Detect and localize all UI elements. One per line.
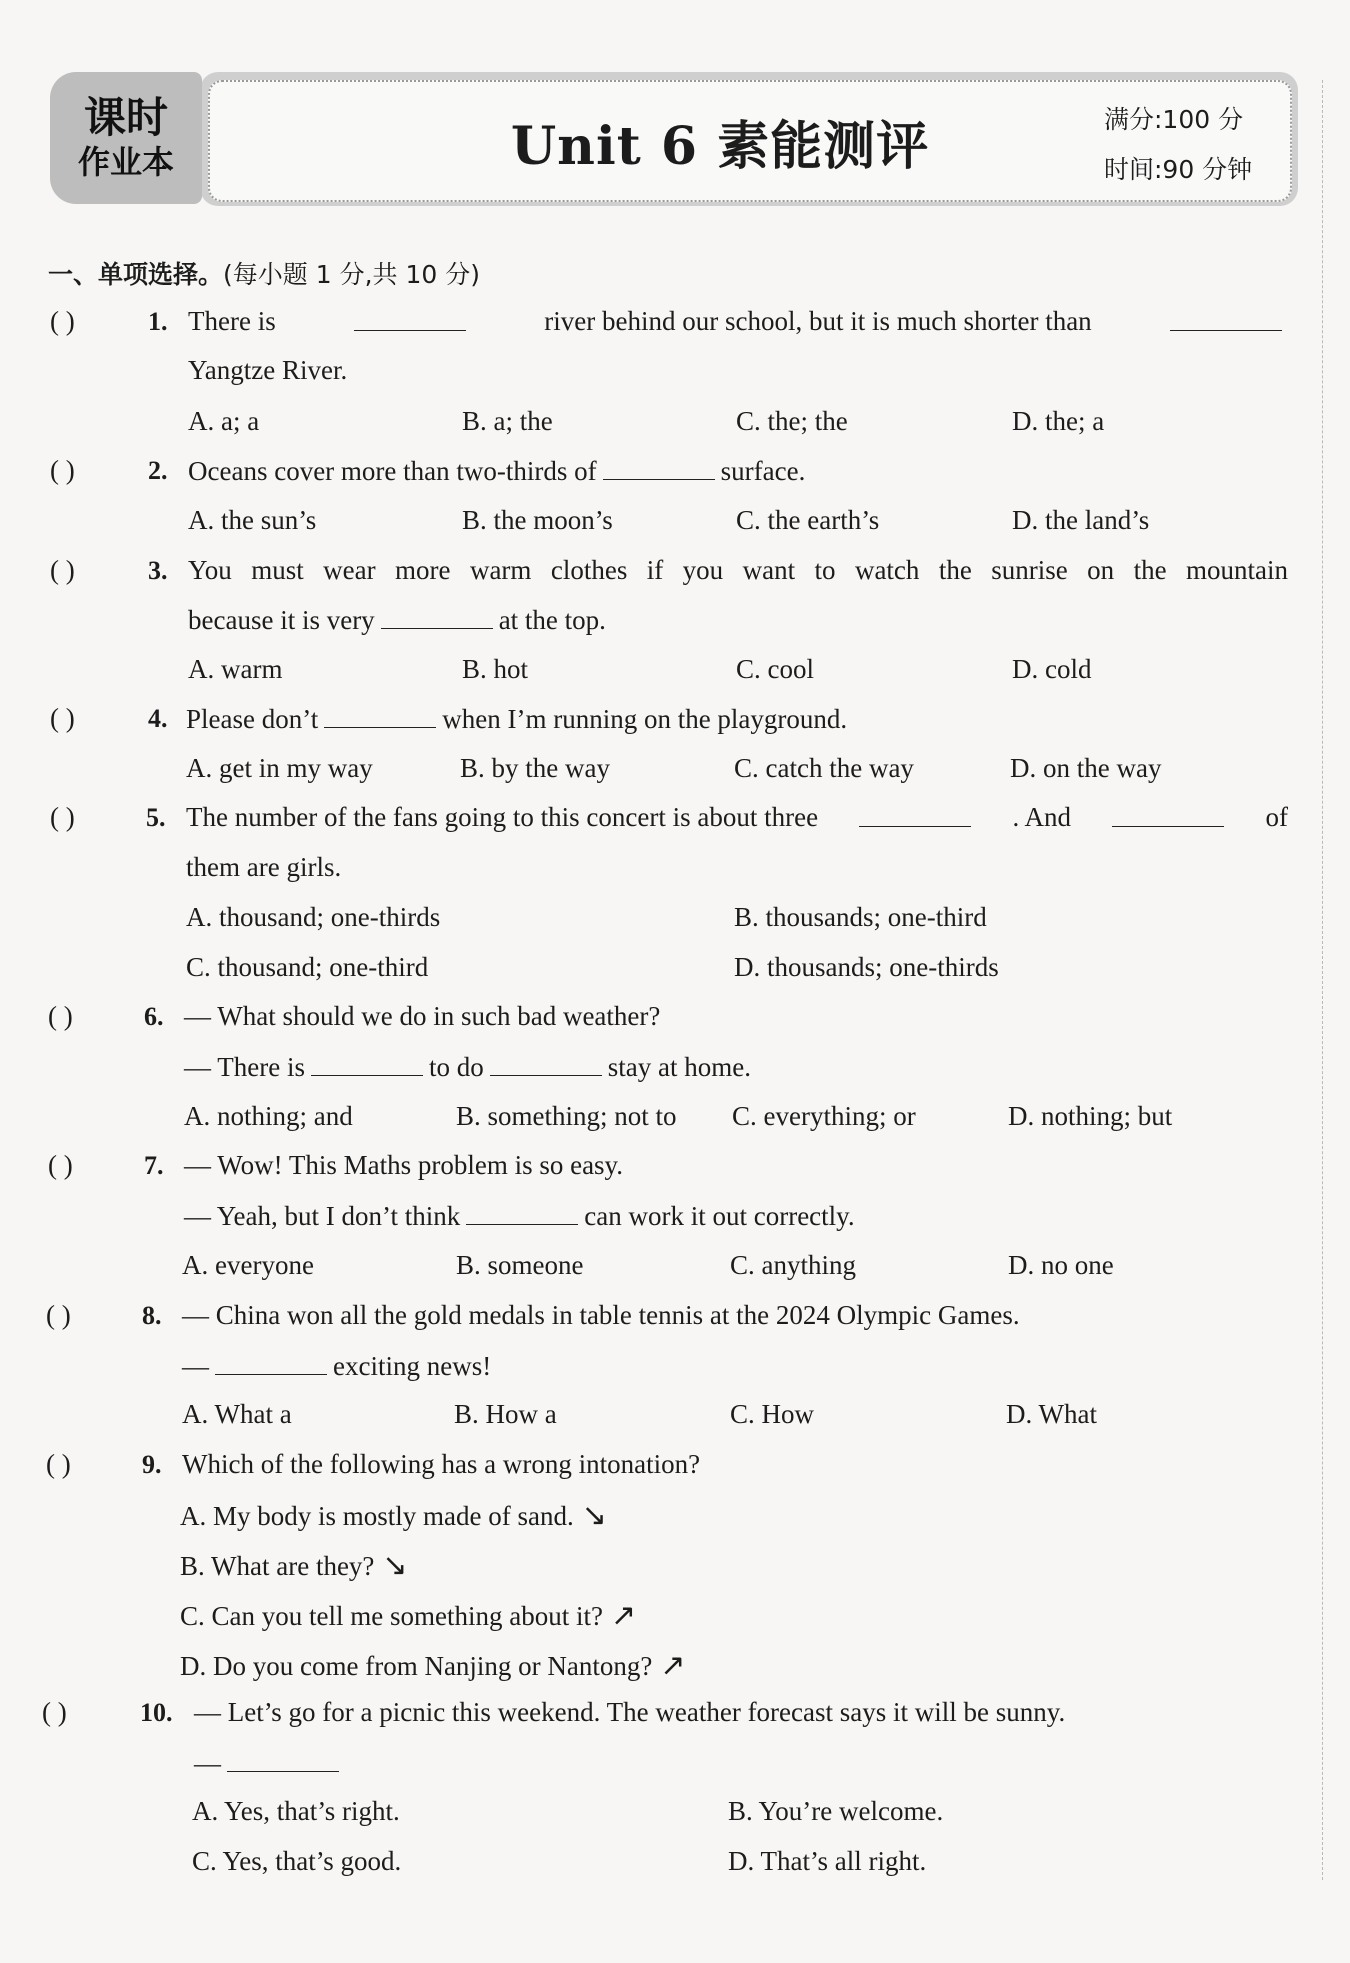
question-number: 5. [146, 803, 166, 832]
margin-rule [1322, 80, 1323, 1880]
option-a[interactable]: A. everyone [182, 1250, 314, 1280]
option-c[interactable]: C. thousand; one-third [186, 952, 429, 982]
question-number: 3. [148, 556, 168, 585]
option-b[interactable]: B. by the way [460, 753, 610, 783]
question-text: The number of the fans going to this concert is about three . And of [186, 802, 1288, 832]
answer-blank[interactable] [466, 1200, 578, 1225]
answer-bracket[interactable]: ( ) [46, 1449, 71, 1479]
falling-intonation-icon: ↘ [581, 1498, 607, 1533]
logo-line2: 作业本 [77, 143, 174, 181]
question-text-line2: — There is to do stay at home. [184, 1052, 751, 1082]
question-text-line2: them are girls. [186, 852, 342, 882]
rising-intonation-icon: ↗ [660, 1648, 686, 1683]
option-c[interactable]: C. catch the way [734, 753, 914, 783]
question-text: You must wear more warm clothes if you want to watch the sunrise on the mountain [188, 555, 1288, 585]
question-number: 10. [140, 1698, 173, 1727]
option-b[interactable]: B. something; not to [456, 1101, 677, 1131]
option-b[interactable]: B. hot [462, 654, 529, 684]
option-d[interactable]: D. cold [1012, 654, 1092, 684]
option-a[interactable]: A. nothing; and [184, 1101, 353, 1131]
answer-bracket[interactable]: ( ) [42, 1697, 67, 1727]
answer-blank[interactable] [227, 1747, 339, 1772]
answer-blank[interactable] [381, 604, 493, 629]
option-b[interactable]: B. someone [456, 1250, 584, 1280]
answer-blank[interactable] [603, 455, 715, 480]
option-a[interactable]: A. thousand; one-thirds [186, 902, 441, 932]
answer-bracket[interactable]: ( ) [50, 555, 75, 585]
option-d[interactable]: D. the land’s [1012, 505, 1150, 535]
question-text-line2: because it is very at the top. [188, 605, 606, 635]
answer-bracket[interactable]: ( ) [48, 1150, 73, 1180]
question-text-line2: — exciting news! [182, 1351, 492, 1381]
option-a[interactable]: A. get in my way [186, 753, 373, 783]
option-b[interactable]: B. thousands; one-third [734, 902, 987, 932]
answer-bracket[interactable]: ( ) [50, 703, 75, 733]
option-b[interactable]: B. the moon’s [462, 505, 613, 535]
option-c[interactable]: C. anything [730, 1250, 856, 1280]
option-a[interactable]: A. warm [188, 654, 283, 684]
answer-blank[interactable] [324, 703, 436, 728]
section-note: (每小题 1 分,共 10 分) [223, 260, 480, 289]
question-number: 1. [148, 307, 168, 336]
question-number: 9. [142, 1450, 162, 1479]
option-c[interactable]: C. Yes, that’s good. [192, 1846, 402, 1876]
option-d[interactable]: D. What [1006, 1399, 1097, 1429]
time-limit: 时间:90 分钟 [1104, 155, 1253, 184]
option-c[interactable]: C. the earth’s [736, 505, 880, 535]
answer-blank[interactable] [859, 802, 971, 827]
question-text-line2: Yangtze River. [188, 355, 348, 385]
question-number: 8. [142, 1301, 162, 1330]
answer-bracket[interactable]: ( ) [50, 455, 75, 485]
question-number: 7. [144, 1151, 164, 1180]
section-heading: 一、单项选择。 [48, 260, 224, 289]
question-text: — Let’s go for a picnic this weekend. The weather forecast says it will be sunny. [194, 1697, 1066, 1727]
question-text: Oceans cover more than two-thirds of surface. [188, 456, 806, 486]
option-c[interactable]: C. everything; or [732, 1101, 916, 1131]
question-number: 6. [144, 1002, 164, 1031]
option-b[interactable]: B. a; the [462, 406, 553, 436]
option-b[interactable]: B. You’re welcome. [728, 1796, 944, 1826]
question-number: 4. [148, 704, 168, 733]
question-text-line2: — [194, 1747, 345, 1779]
option-b[interactable]: B. What are they? ↘ [180, 1548, 408, 1583]
answer-blank[interactable] [311, 1051, 423, 1076]
answer-blank[interactable] [490, 1051, 602, 1076]
answer-blank[interactable] [354, 306, 466, 331]
falling-intonation-icon: ↘ [382, 1548, 408, 1583]
question-text-line2: — Yeah, but I don’t think can work it out correctly. [184, 1201, 855, 1231]
page-title: Unit 6 素能测评 [510, 116, 930, 177]
section-title [48, 255, 480, 291]
question-text: There is river behind our school, but it is much shorter than [188, 306, 1288, 337]
option-a[interactable]: A. Yes, that’s right. [192, 1796, 400, 1826]
option-d[interactable]: D. nothing; but [1008, 1101, 1173, 1131]
answer-bracket[interactable]: ( ) [50, 306, 75, 336]
question-text: Please don’t when I’m running on the playground. [186, 704, 848, 734]
option-c[interactable]: C. Can you tell me something about it? ↗ [180, 1598, 637, 1633]
option-d[interactable]: D. no one [1008, 1250, 1114, 1280]
rising-intonation-icon: ↗ [610, 1598, 637, 1633]
answer-blank[interactable] [215, 1350, 327, 1375]
option-c[interactable]: C. the; the [736, 406, 848, 436]
option-a[interactable]: A. the sun’s [188, 505, 317, 535]
option-d[interactable]: D. the; a [1012, 406, 1105, 436]
option-a[interactable]: A. My body is mostly made of sand. ↘ [180, 1498, 607, 1533]
logo-line1: 课时 [83, 93, 168, 142]
full-marks: 满分:100 分 [1104, 105, 1244, 134]
question-text: — China won all the gold medals in table tennis at the 2024 Olympic Games. [182, 1300, 1020, 1330]
option-a[interactable]: A. a; a [188, 406, 260, 436]
option-c[interactable]: C. cool [736, 654, 814, 684]
question-text: Which of the following has a wrong intonation? [182, 1449, 701, 1479]
question-text: — Wow! This Maths problem is so easy. [184, 1150, 624, 1180]
option-d[interactable]: D. That’s all right. [728, 1846, 927, 1876]
option-d[interactable]: D. Do you come from Nanjing or Nantong? ↗ [180, 1648, 686, 1683]
question-text: — What should we do in such bad weather? [184, 1001, 661, 1031]
option-b[interactable]: B. How a [454, 1399, 557, 1429]
answer-blank[interactable] [1170, 306, 1282, 331]
logo [50, 72, 202, 204]
question-number: 2. [148, 456, 168, 485]
option-a[interactable]: A. What a [182, 1399, 292, 1429]
option-d[interactable]: D. on the way [1010, 753, 1162, 783]
answer-bracket[interactable]: ( ) [48, 1001, 73, 1031]
answer-blank[interactable] [1112, 802, 1224, 827]
answer-bracket[interactable]: ( ) [46, 1300, 71, 1330]
option-d[interactable]: D. thousands; one-thirds [734, 952, 999, 982]
answer-bracket[interactable]: ( ) [50, 802, 75, 832]
option-c[interactable]: C. How [730, 1399, 815, 1429]
